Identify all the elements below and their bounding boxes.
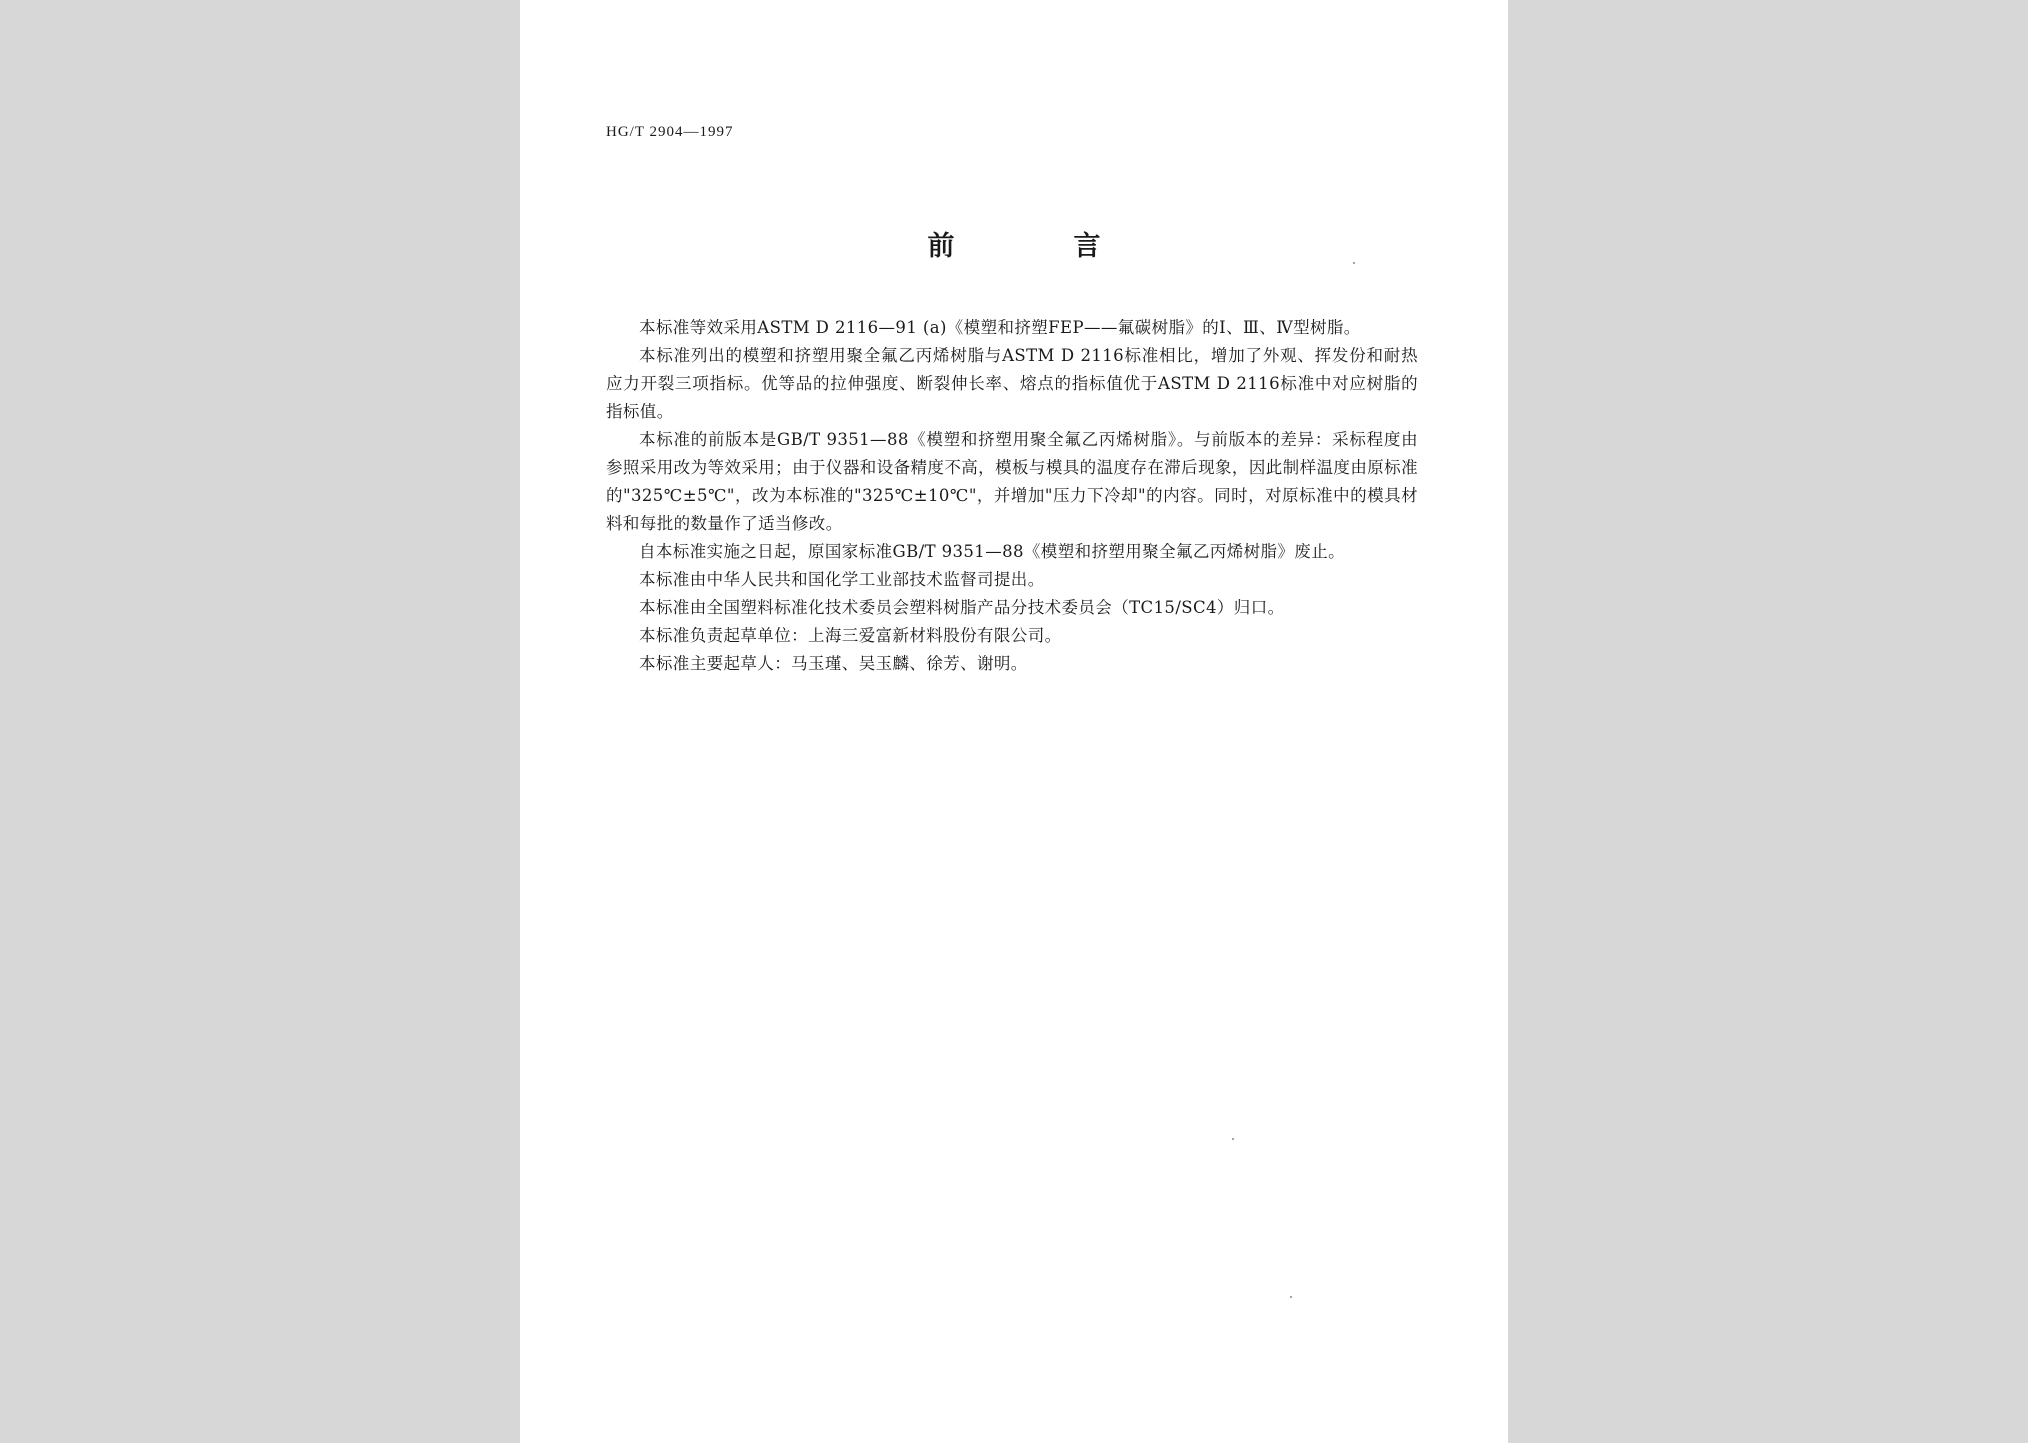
standard-number: HG/T 2904—1997 bbox=[606, 124, 734, 140]
page-title: 前 言 bbox=[927, 231, 1147, 262]
paragraph-comparison: 本标准列出的模塑和挤塑用聚全氟乙丙烯树脂与ASTM D 2116标准相比，增加了外观、挥发份和耐热应力开裂三项指标。优等品的拉伸强度、断裂伸长率、熔点的指标值优于ASTM D 2116标准中对应树脂的指标值。 bbox=[606, 346, 1418, 421]
scan-speck bbox=[1353, 262, 1355, 264]
paragraph-previous-version: 本标准的前版本是GB/T 9351—88《模塑和挤塑用聚全氟乙丙烯树脂》。与前版本的差异：采标程度由参照采用改为等效采用；由于仪器和设备精度不高，模板与模具的温度存在滞后现象，因此制样温度由原标准的"325℃±5℃"，改为本标准的"325℃±10℃"，并增加"压力下冷却"的内容。同时，对原标准中的模具材料和每批的数量作了适当修改。 bbox=[606, 430, 1418, 533]
paragraph-proposer: 本标准由中华人民共和国化学工业部技术监督司提出。 bbox=[639, 570, 1045, 589]
foreword-body bbox=[606, 314, 1418, 678]
paragraph-supersession: 自本标准实施之日起，原国家标准GB/T 9351—88《模塑和挤塑用聚全氟乙丙烯树脂》废止。 bbox=[639, 542, 1346, 561]
scan-speck bbox=[1232, 1138, 1234, 1140]
scan-speck bbox=[1290, 1296, 1292, 1298]
paragraph-drafting-unit: 本标准负责起草单位：上海三爱富新材料股份有限公司。 bbox=[639, 626, 1062, 645]
document-page bbox=[520, 0, 1508, 1443]
paragraph-drafters: 本标准主要起草人：马玉瑾、吴玉麟、徐芳、谢明。 bbox=[639, 654, 1028, 673]
paragraph-adoption: 本标准等效采用ASTM D 2116—91 (a)《模塑和挤塑FEP——氟碳树脂》的Ⅰ、Ⅲ、Ⅳ型树脂。 bbox=[639, 318, 1361, 337]
paragraph-responsible-committee: 本标准由全国塑料标准化技术委员会塑料树脂产品分技术委员会（TC15/SC4）归口。 bbox=[639, 598, 1285, 617]
